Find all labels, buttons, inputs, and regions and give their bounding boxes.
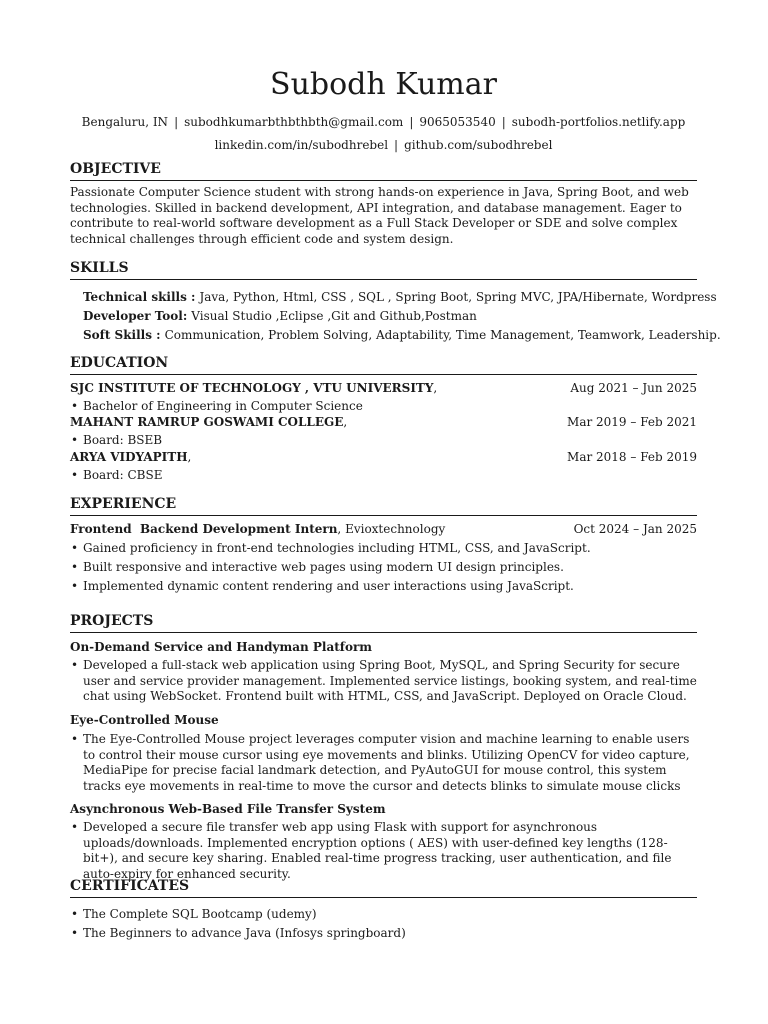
skill-value: Communication, Problem Solving, Adaptability, Time Management, Teamwork, Leadership. — [164, 328, 721, 342]
project-bullet: • The Eye-Controlled Mouse project leverages computer vision and machine learning to enable users to control their mouse cursor using eye movements and blinks. Utilizing OpenCV for video capture, MediaPipe for precise facial landmark detection, and PyAutoGUI for mouse control, this system tracks eye movements in real-time to move the cursor and detects blinks to simulate mouse clicks — [71, 732, 690, 793]
bullet-icon: • — [71, 399, 79, 413]
skill-row-soft — [83, 327, 721, 343]
education-dates: Mar 2018 – Feb 2019 — [567, 450, 697, 464]
contact-line-2 — [70, 137, 697, 153]
bullet-icon: • — [71, 468, 79, 482]
bullet-icon: • — [71, 907, 79, 921]
skill-value: Visual Studio ,Eclipse ,Git and Github,Postman — [191, 309, 477, 323]
projects-heading: PROJECTS — [70, 612, 697, 633]
objective-text: Passionate Computer Science student with strong hands-on experience in Java, Spring Boot, and web technologies. Skilled in backend development, API integration, and database management. Eager to contribute to real-world software development as a Full Stack Developer or SDE and solve complex technical challenges through efficient code and system design. — [70, 185, 689, 246]
education-detail: • Board: BSEB — [71, 433, 163, 447]
linkedin-link[interactable]: linkedin.com/in/subodhrebel — [214, 138, 389, 152]
experience-dates: Oct 2024 – Jan 2025 — [573, 522, 697, 536]
education-heading: EDUCATION — [70, 354, 697, 375]
education-dates: Mar 2019 – Feb 2021 — [567, 415, 697, 429]
skill-value: Java, Python, Html, CSS , SQL , Spring Boot, Spring MVC, JPA/Hibernate, Wordpress — [199, 290, 717, 304]
experience-bullet: • Gained proficiency in front-end technologies including HTML, CSS, and JavaScript. — [71, 541, 591, 555]
experience-heading: EXPERIENCE — [70, 495, 697, 516]
portfolio-link[interactable]: subodh-portfolios.netlify.app — [511, 115, 686, 129]
skill-label: Soft Skills : — [83, 328, 161, 342]
institution-name: SJC INSTITUTE OF TECHNOLOGY , VTU UNIVERSITY — [70, 381, 434, 395]
education-detail: • Board: CBSE — [71, 468, 163, 482]
skills-heading: SKILLS — [70, 259, 697, 280]
company-name: Evioxtechnology — [345, 522, 446, 536]
education-entry: ARYA VIDYAPITH, Mar 2018 – Feb 2019 — [70, 450, 697, 464]
education-detail: • Bachelor of Engineering in Computer Science — [71, 399, 363, 413]
bullet-icon: • — [71, 579, 79, 593]
bullet-icon: • — [71, 433, 79, 447]
candidate-name: Subodh Kumar — [270, 67, 497, 102]
bullet-icon: • — [71, 541, 79, 555]
skill-label: Technical skills : — [83, 290, 196, 304]
job-role: Frontend Backend Development Intern — [70, 522, 338, 536]
location: Bengaluru, IN — [81, 115, 169, 129]
skill-row-technical — [83, 289, 717, 305]
separator: | — [409, 115, 414, 129]
education-entry: MAHANT RAMRUP GOSWAMI COLLEGE, Mar 2019 – Feb 2021 — [70, 415, 697, 429]
certificate-item: • The Complete SQL Bootcamp (udemy) — [71, 907, 317, 921]
experience-bullet: • Built responsive and interactive web pages using modern UI design principles. — [71, 560, 564, 574]
education-entry: SJC INSTITUTE OF TECHNOLOGY , VTU UNIVERSITY, Aug 2021 – Jun 2025 — [70, 381, 697, 395]
bullet-icon: • — [71, 560, 79, 574]
github-link[interactable]: github.com/subodhrebel — [404, 138, 553, 152]
project-title: Asynchronous Web-Based File Transfer System — [70, 802, 386, 816]
separator: | — [501, 115, 506, 129]
education-dates: Aug 2021 – Jun 2025 — [570, 381, 697, 395]
project-title: On-Demand Service and Handyman Platform — [70, 640, 372, 654]
skill-label: Developer Tool: — [83, 309, 188, 323]
bullet-icon: • — [71, 732, 79, 746]
project-bullet: • Developed a secure file transfer web app using Flask with support for asynchronous uploads/downloads. Implemented encryption options ( AES) with user-defined key lengths (128-bit+), and secure key sharing. Enabled real-time progress tracking, user authentication, and file auto-expiry for enhanced security. — [71, 820, 672, 881]
skill-row-developer-tool — [83, 308, 697, 324]
experience-entry: Frontend Backend Development Intern, Evioxtechnology Oct 2024 – Jan 2025 — [70, 522, 697, 536]
separator: | — [174, 115, 179, 129]
project-title: Eye-Controlled Mouse — [70, 713, 219, 727]
bullet-icon: • — [71, 658, 79, 672]
phone: 9065053540 — [419, 115, 496, 129]
bullet-icon: • — [71, 820, 79, 834]
certificates-heading: CERTIFICATES — [70, 877, 697, 898]
project-bullet: • Developed a full-stack web application using Spring Boot, MySQL, and Spring Security for secure user and service provider management. Implemented service listings, booking system, and real-time chat using WebSocket. Frontend built with HTML, CSS, and JavaScript. Deployed on Oracle Cloud. — [71, 658, 697, 704]
objective-heading: OBJECTIVE — [70, 160, 697, 181]
institution-name: ARYA VIDYAPITH — [70, 450, 188, 464]
certificate-item: • The Beginners to advance Java (Infosys springboard) — [71, 926, 406, 940]
experience-bullet: • Implemented dynamic content rendering and user interactions using JavaScript. — [71, 579, 574, 593]
separator: | — [394, 138, 399, 152]
institution-name: MAHANT RAMRUP GOSWAMI COLLEGE — [70, 415, 344, 429]
contact-line-1 — [70, 114, 697, 130]
bullet-icon: • — [71, 926, 79, 940]
email-link[interactable]: subodhkumarbthbthbth@gmail.com — [184, 115, 404, 129]
